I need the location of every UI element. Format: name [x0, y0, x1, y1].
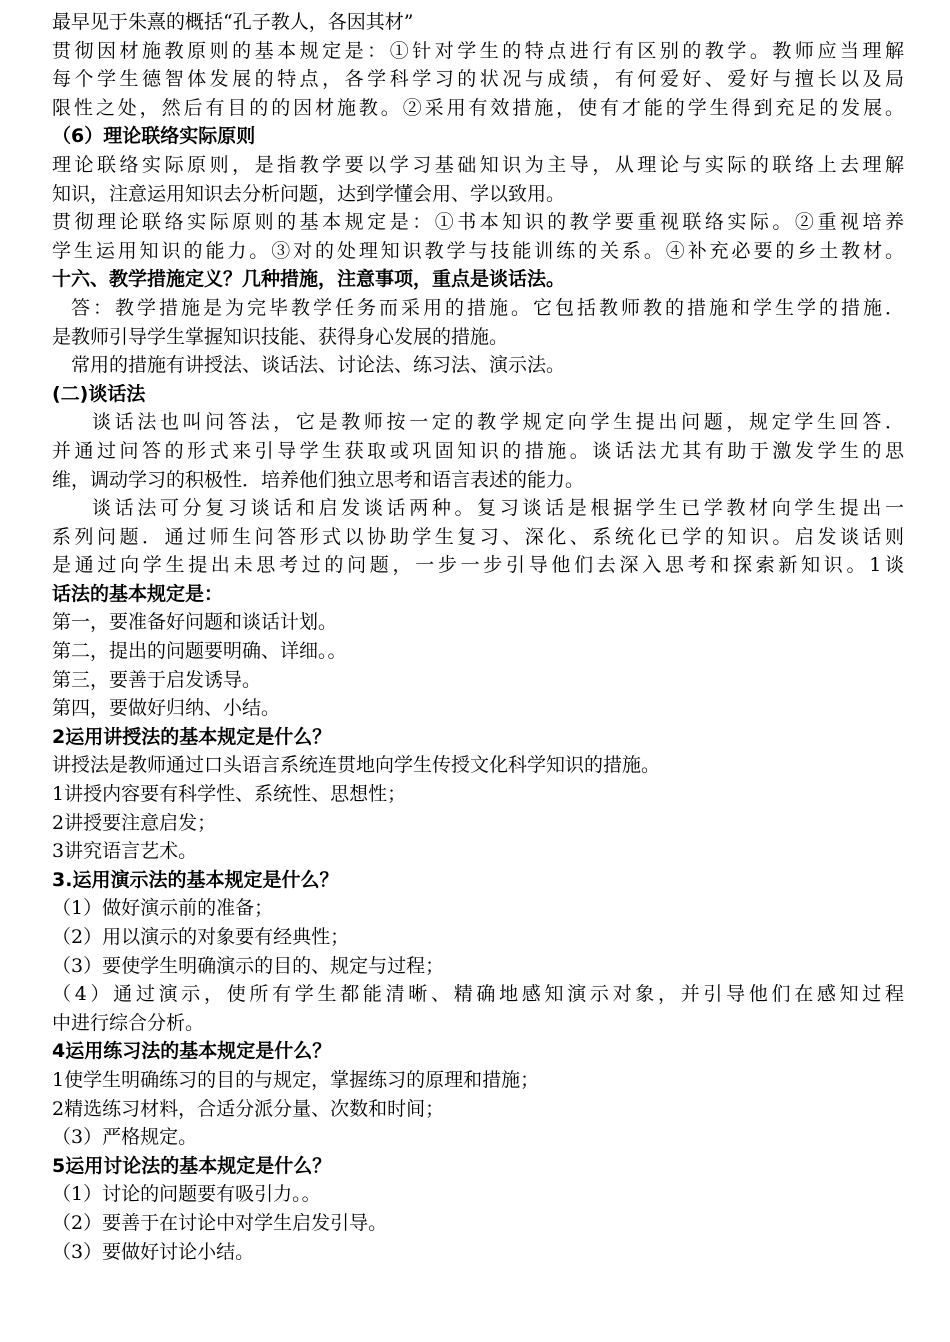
text-line: （1）做好演示前的准备； [52, 897, 274, 920]
text-line: 最早见于朱熹的概括“孔子教人，各因其材” [52, 11, 414, 33]
text-line: 系列问题．通过师生问答形式以协助学生复习、深化、系统化已学的知识。启发谈话则 [52, 525, 904, 548]
text-line: 1讲授内容要有科学性、系统性、思想性； [52, 783, 407, 806]
text-line: 1使学生明确练习的目的与规定，掌握练习的原理和措施； [52, 1068, 540, 1091]
text-line: （1）讨论的问题要有吸引力。。 [52, 1183, 321, 1206]
section-heading: 5运用讨论法的基本规定是什么？ [52, 1154, 332, 1177]
text-line: 并通过问答的形式来引导学生获取或巩固知识的措施。谈话法尤其有助于激发学生的思 [52, 439, 904, 462]
text-line: （2）要善于在讨论中对学生启发引导。 [52, 1211, 388, 1234]
text-line: 答：教学措施是为完毕教学任务而采用的措施。它包括教师教的措施和学生学的措施． [71, 296, 904, 319]
text-line: （2）用以演示的对象要有经典性； [52, 926, 350, 948]
text-line: 第四，要做好归纳、小结。 [52, 697, 281, 720]
section-heading: 3.运用演示法的基本规定是什么？ [52, 868, 339, 891]
text-line: 是通过向学生提出未思考过的问题，一步一步引导他们去深入思考和探索新知识。1谈 [52, 554, 904, 577]
text-line: （3）严格规定。 [52, 1126, 198, 1149]
text-line: 第三，要善于启发诱导。 [52, 668, 262, 691]
text-line: 限性之处，然后有目的的因材施教。②采用有效措施，使有才能的学生得到充足的发展。 [52, 96, 904, 119]
text-line: 每个学生德智体发展的特点，各学科学习的状况与成绩，有何爱好、爱好与擅长以及局 [52, 68, 904, 91]
text-line: （3）要使学生明确演示的目的、规定与过程； [52, 954, 445, 977]
text-line: 是教师引导学生掌握知识技能、获得身心发展的措施。 [52, 325, 509, 348]
text-line: 学生运用知识的能力。③对的处理知识教学与技能训练的关系。④补充必要的乡土教材。 [52, 239, 904, 262]
text-line: 常用的措施有讲授法、谈话法、讨论法、练习法、演示法。 [71, 354, 566, 377]
text-line: 知识，注意运用知识去分析问题，达到学懂会用、学以致用。 [52, 182, 566, 205]
text-line: 第二，提出的问题要明确、详细。。 [52, 640, 347, 663]
text-line: 中进行综合分析。 [52, 1011, 205, 1034]
text-line: 3讲究语言艺术。 [52, 840, 198, 863]
text-line: 谈话法可分复习谈话和启发谈话两种。复习谈话是根据学生已学教材向学生提出一 [92, 497, 904, 520]
text-line: 理论联络实际原则，是指教学要以学习基础知识为主导，从理论与实际的联络上去理解 [52, 153, 904, 176]
document-page [52, 8, 904, 1266]
text-line: 贯彻因材施教原则的基本规定是：①针对学生的特点进行有区别的教学。教师应当理解 [52, 39, 904, 62]
text-line: 第一，要准备好问题和谈话计划。 [52, 611, 338, 634]
text-line: 讲授法是教师通过口头语言系统连贯地向学生传授文化科学知识的措施。 [52, 754, 661, 777]
section-heading: 话法的基本规定是： [52, 582, 224, 605]
section-heading: 4运用练习法的基本规定是什么？ [52, 1040, 332, 1063]
text-line: （4）通过演示，使所有学生都能清晰、精确地感知演示对象，并引导他们在感知过程 [52, 983, 904, 1006]
text-line: 2讲授要注意启发； [52, 811, 217, 834]
text-line: 谈话法也叫问答法，它是教师按一定的教学规定向学生提出问题，规定学生回答． [92, 411, 904, 434]
text-line: 贯彻理论联络实际原则的基本规定是：①书本知识的教学要重视联络实际。②重视培养 [52, 211, 904, 234]
section-heading: (二)谈话法 [52, 382, 146, 405]
text-line: 2精选练习材料，合适分派分量、次数和时间； [52, 1097, 445, 1120]
section-heading: 2运用讲授法的基本规定是什么？ [52, 725, 332, 748]
text-line: （3）要做好讨论小结。 [52, 1240, 255, 1263]
section-heading: 十六、教学措施定义？几种措施，注意事项，重点是谈话法。 [52, 268, 566, 291]
text-line: 维，调动学习的积极性．培养他们独立思考和语言表述的能力。 [52, 468, 585, 491]
section-heading: （6）理论联络实际原则 [52, 125, 256, 148]
